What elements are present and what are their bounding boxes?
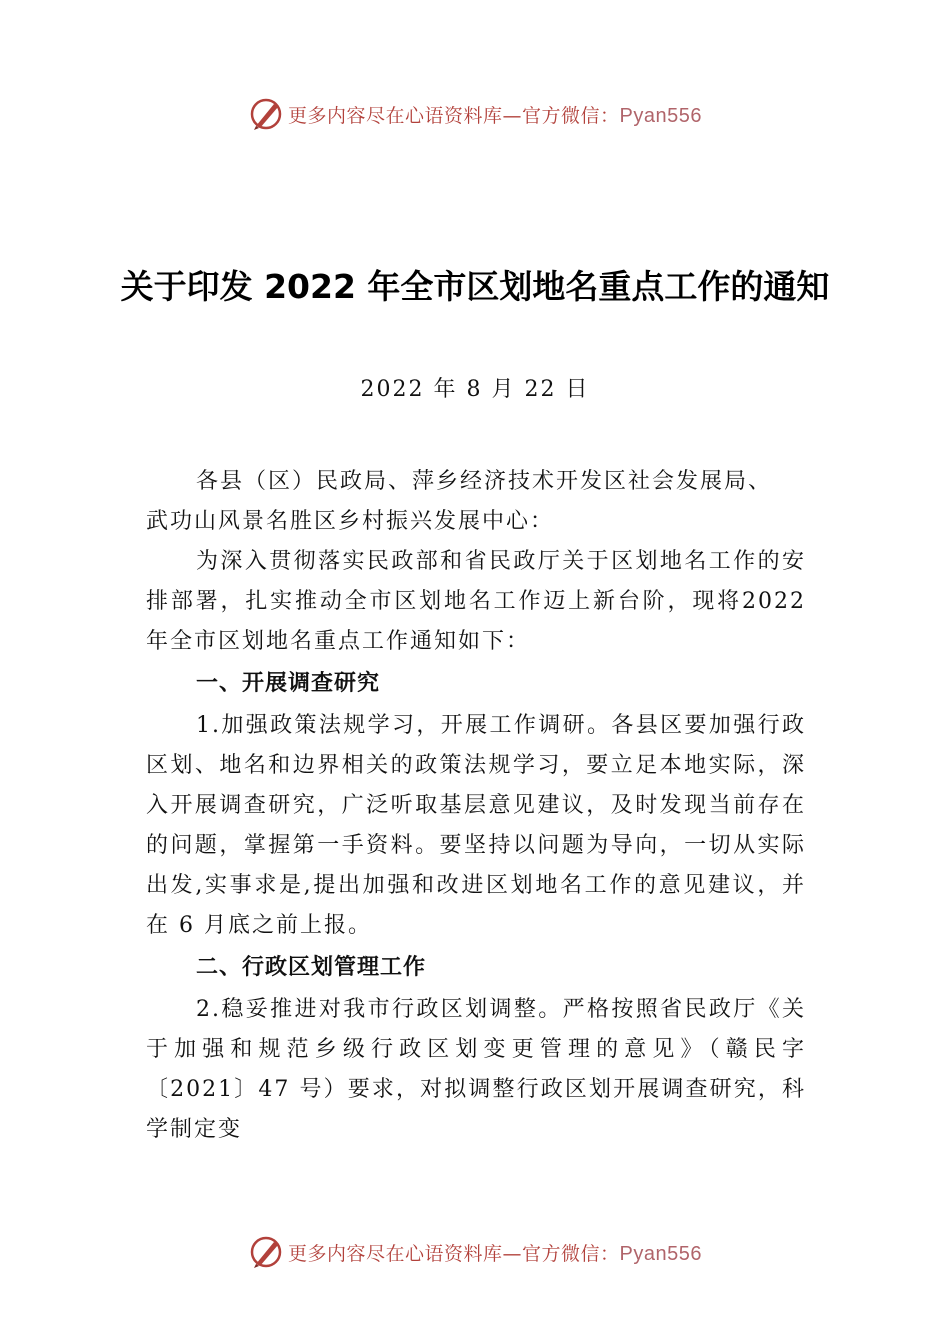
section-1-paragraph: 1.加强政策法规学习，开展工作调研。各县区要加强行政区划、地名和边界相关的政策法规学习，要立足本地实际，深入开展调查研究，广泛听取基层意见建议，及时发现当前存在的问题，掌握第一手资料。要坚持以问题为导向，一切从实际出发,实事求是,提出加强和改进区划地名工作的意见建议，并在 6 月底之前上报。 <box>146 713 806 938</box>
watermark-text: 更多内容尽在心语资料库—官方微信：Pyan556 <box>288 104 702 127</box>
pen-logo-icon <box>248 96 284 132</box>
salutation-line-2: 武功山风景名胜区乡村振兴发展中心： <box>146 509 555 534</box>
document-title: 关于印发 2022 年全市区划地名重点工作的通知 <box>120 267 830 306</box>
intro-paragraph: 为深入贯彻落实民政部和省民政厅关于区划地名工作的安排部署，扎实推动全市区划地名工作迈上新台阶，现将2022 年全市区划地名重点工作通知如下： <box>146 549 806 654</box>
section-2-paragraph: 2.稳妥推进对我市行政区划调整。严格按照省民政厅《关于加强和规范乡级行政区划变更管理的意见》（赣民字〔2021〕47 号）要求，对拟调整行政区划开展调查研究，科学制定变 <box>146 997 806 1142</box>
watermark-header <box>0 94 950 134</box>
watermark-footer <box>0 1232 950 1272</box>
salutation-line-1: 各县（区）民政局、萍乡经济技术开发区社会发展局、 <box>196 469 773 494</box>
watermark-text: 更多内容尽在心语资料库—官方微信：Pyan556 <box>288 1242 702 1265</box>
section-1-heading: 一、开展调查研究 <box>196 671 381 696</box>
pen-logo-icon <box>248 1234 284 1270</box>
section-2-heading: 二、行政区划管理工作 <box>196 955 427 980</box>
document-date: 2022 年 8 月 22 日 <box>360 377 590 402</box>
document-body <box>146 462 806 1150</box>
